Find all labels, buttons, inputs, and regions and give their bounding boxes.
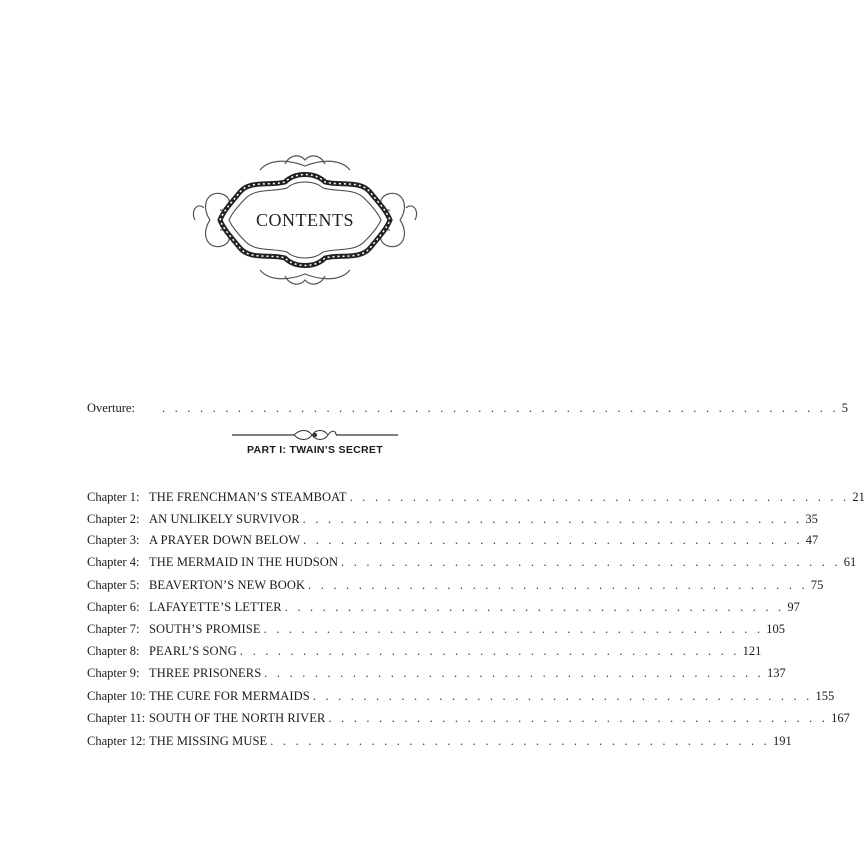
page-number: 121: [742, 644, 762, 658]
page-number: 97: [787, 600, 800, 614]
toc-entry-chapter-11[interactable]: [87, 708, 850, 728]
chapter-title: THE CURE FOR MERMAIDS: [149, 689, 310, 703]
toc-entry-chapter-7[interactable]: [87, 619, 786, 639]
chapter-title: THE MERMAID IN THE HUDSON: [149, 555, 339, 569]
dot-leader: . . . . . . . . . . . . . . . . . . . . . . . . . . . . . . . . . . . . . . . .: [303, 533, 803, 547]
chapter-label: Chapter 4:: [87, 555, 140, 569]
page-number: 155: [815, 689, 835, 703]
page-number: 137: [766, 666, 786, 680]
page-number: 35: [805, 512, 818, 526]
chapter-title: A PRAYER DOWN BELOW: [149, 533, 301, 547]
toc-entry-chapter-9[interactable]: [87, 663, 786, 683]
chapter-title: SOUTH OF THE NORTH RIVER: [149, 711, 326, 725]
chapter-label: Chapter 10:: [87, 689, 146, 703]
dot-leader: . . . . . . . . . . . . . . . . . . . . . . . . . . . . . . . . . . . . . . . .: [308, 578, 808, 592]
toc-entry-chapter-10[interactable]: [87, 686, 835, 706]
toc-entry-chapter-5[interactable]: [87, 575, 824, 595]
dot-leader: . . . . . . . . . . . . . . . . . . . . . . . . . . . . . . . . . . . . . . . .: [302, 512, 803, 526]
chapter-title: THREE PRISONERS: [149, 666, 262, 680]
dot-leader: . . . . . . . . . . . . . . . . . . . . . . . . . . . . . . . . . . . . . . . .: [264, 666, 764, 680]
page-number: 47: [805, 533, 819, 547]
chapter-label: Chapter 11:: [87, 711, 146, 725]
part-heading: PART I: TWAIN’S SECRET: [247, 444, 383, 456]
chapter-label: Chapter 5:: [87, 578, 140, 592]
dot-leader: . . . . . . . . . . . . . . . . . . . . . . . . . . . . . . . . . . . . . . . . . . . . . . . . . . . . . .: [162, 401, 839, 415]
dot-leader: . . . . . . . . . . . . . . . . . . . . . . . . . . . . . . . . . . . . . . . .: [341, 555, 841, 569]
toc-entry-chapter-6[interactable]: [87, 597, 800, 617]
dot-leader: . . . . . . . . . . . . . . . . . . . . . . . . . . . . . . . . . . . . . . . .: [284, 600, 785, 614]
toc-entry-chapter-3[interactable]: [87, 530, 819, 550]
dot-leader: . . . . . . . . . . . . . . . . . . . . . . . . . . . . . . . . . . . . . . . .: [328, 711, 829, 725]
page-number: 191: [772, 734, 792, 748]
toc-entry-chapter-12[interactable]: [87, 731, 792, 751]
toc-entry-chapter-4[interactable]: [87, 552, 857, 572]
chapter-label: Chapter 7:: [87, 622, 140, 636]
chapter-title: AN UNLIKELY SURVIVOR: [149, 512, 300, 526]
overture-label: Overture:: [87, 401, 135, 415]
chapter-label: Chapter 1:: [87, 490, 140, 504]
chapter-label: Chapter 6:: [87, 600, 140, 614]
page-number: 105: [766, 622, 786, 636]
chapter-title: THE MISSING MUSE: [149, 734, 268, 748]
toc-entry-chapter-1[interactable]: [87, 487, 865, 507]
page-number: 21: [852, 490, 865, 504]
chapter-label: Chapter 2:: [87, 512, 140, 526]
contents-emblem: [190, 150, 420, 290]
chapter-label: Chapter 8:: [87, 644, 140, 658]
toc-entry-chapter-8[interactable]: [87, 641, 762, 661]
page-number: 167: [831, 711, 850, 725]
chapter-title: SOUTH’S PROMISE: [149, 622, 261, 636]
dot-leader: . . . . . . . . . . . . . . . . . . . . . . . . . . . . . . . . . . . . . . . .: [349, 490, 850, 504]
chapter-title: LAFAYETTE’S LETTER: [149, 600, 282, 614]
chapter-label: Chapter 12:: [87, 734, 146, 748]
dot-leader: . . . . . . . . . . . . . . . . . . . . . . . . . . . . . . . . . . . . . . . .: [312, 689, 813, 703]
chapter-title: THE FRENCHMAN’S STEAMBOAT: [149, 490, 347, 504]
page-number: 61: [843, 555, 857, 569]
toc-entry-overture[interactable]: [87, 398, 849, 418]
page-number: 5: [841, 401, 849, 415]
chapter-title: PEARL’S SONG: [149, 644, 237, 658]
chapter-label: Chapter 3:: [87, 533, 140, 547]
contents-title: CONTENTS: [256, 210, 354, 230]
page-number: 75: [810, 578, 824, 592]
toc-entry-chapter-2[interactable]: [87, 509, 818, 529]
divider-ornament-icon: [232, 428, 398, 442]
dot-leader: . . . . . . . . . . . . . . . . . . . . . . . . . . . . . . . . . . . . . . . .: [239, 644, 740, 658]
chapter-title: BEAVERTON’S NEW BOOK: [149, 578, 306, 592]
dot-leader: . . . . . . . . . . . . . . . . . . . . . . . . . . . . . . . . . . . . . . . .: [263, 622, 764, 636]
dot-leader: . . . . . . . . . . . . . . . . . . . . . . . . . . . . . . . . . . . . . . . .: [270, 734, 770, 748]
chapter-label: Chapter 9:: [87, 666, 140, 680]
